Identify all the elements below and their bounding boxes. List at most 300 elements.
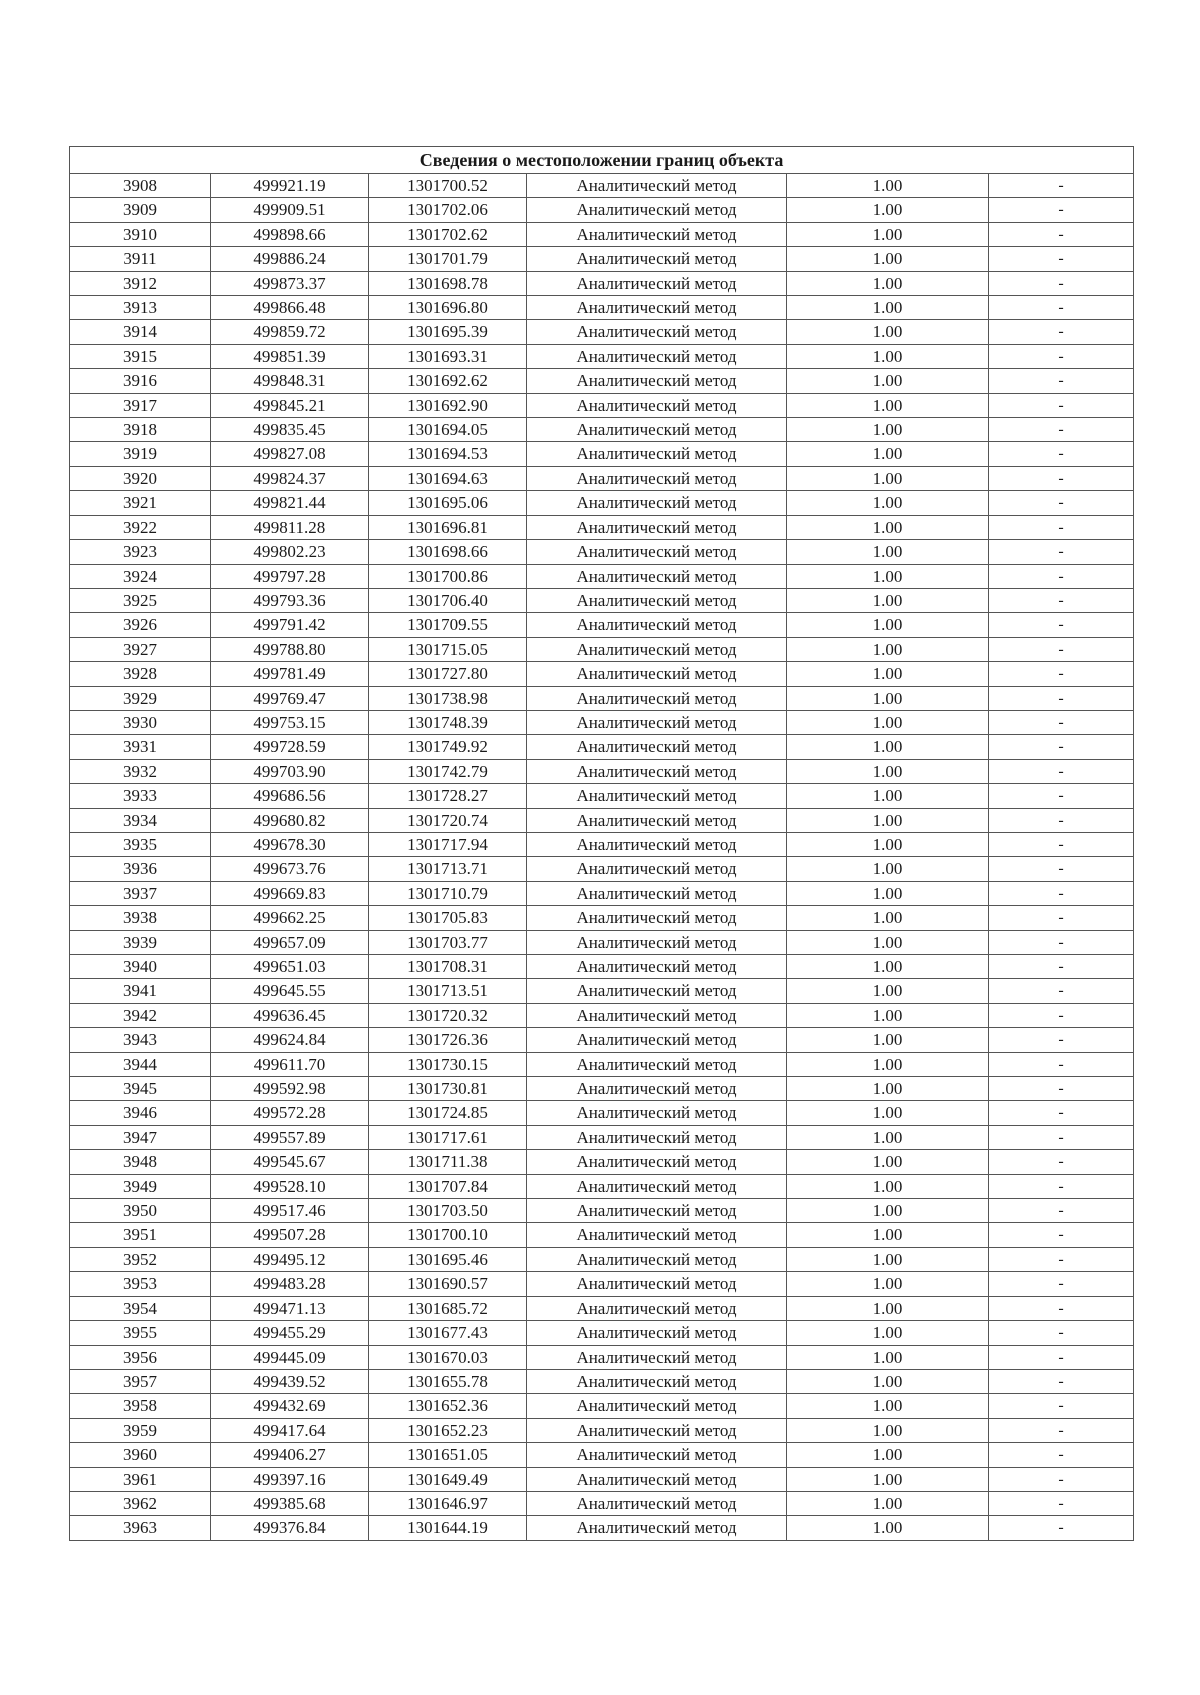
point-number-cell: 3941	[70, 979, 211, 1003]
y-coordinate-cell: 1301713.71	[369, 857, 527, 881]
method-cell: Аналитический метод	[527, 1394, 787, 1418]
point-number-cell: 3955	[70, 1321, 211, 1345]
method-cell: Аналитический метод	[527, 1516, 787, 1540]
x-coordinate-cell: 499507.28	[211, 1223, 369, 1247]
point-number-cell: 3937	[70, 881, 211, 905]
y-coordinate-cell: 1301698.78	[369, 271, 527, 295]
accuracy-cell: 1.00	[787, 955, 989, 979]
table-row	[70, 1199, 1134, 1223]
accuracy-cell: 1.00	[787, 1394, 989, 1418]
x-coordinate-cell: 499483.28	[211, 1272, 369, 1296]
accuracy-cell: 1.00	[787, 1369, 989, 1393]
table-row	[70, 1247, 1134, 1271]
accuracy-cell: 1.00	[787, 784, 989, 808]
method-cell: Аналитический метод	[527, 1003, 787, 1027]
x-coordinate-cell: 499517.46	[211, 1199, 369, 1223]
x-coordinate-cell: 499471.13	[211, 1296, 369, 1320]
table-row	[70, 1321, 1134, 1345]
boundary-coordinates-table	[69, 146, 1134, 1541]
point-number-cell: 3917	[70, 393, 211, 417]
y-coordinate-cell: 1301652.36	[369, 1394, 527, 1418]
accuracy-cell: 1.00	[787, 393, 989, 417]
y-coordinate-cell: 1301709.55	[369, 613, 527, 637]
description-cell: -	[989, 320, 1134, 344]
point-number-cell: 3953	[70, 1272, 211, 1296]
table-row	[70, 515, 1134, 539]
y-coordinate-cell: 1301713.51	[369, 979, 527, 1003]
description-cell: -	[989, 1052, 1134, 1076]
table-row	[70, 1516, 1134, 1540]
table-row	[70, 1491, 1134, 1515]
method-cell: Аналитический метод	[527, 1077, 787, 1101]
x-coordinate-cell: 499781.49	[211, 662, 369, 686]
table-row	[70, 955, 1134, 979]
x-coordinate-cell: 499645.55	[211, 979, 369, 1003]
y-coordinate-cell: 1301677.43	[369, 1321, 527, 1345]
y-coordinate-cell: 1301715.05	[369, 637, 527, 661]
description-cell: -	[989, 1443, 1134, 1467]
table-row	[70, 1296, 1134, 1320]
point-number-cell: 3947	[70, 1125, 211, 1149]
y-coordinate-cell: 1301696.80	[369, 296, 527, 320]
x-coordinate-cell: 499439.52	[211, 1369, 369, 1393]
method-cell: Аналитический метод	[527, 930, 787, 954]
table-row	[70, 1394, 1134, 1418]
point-number-cell: 3934	[70, 808, 211, 832]
point-number-cell: 3963	[70, 1516, 211, 1540]
method-cell: Аналитический метод	[527, 955, 787, 979]
y-coordinate-cell: 1301702.06	[369, 198, 527, 222]
point-number-cell: 3944	[70, 1052, 211, 1076]
table-row	[70, 344, 1134, 368]
accuracy-cell: 1.00	[787, 979, 989, 1003]
x-coordinate-cell: 499455.29	[211, 1321, 369, 1345]
table-row	[70, 1052, 1134, 1076]
table-row	[70, 1443, 1134, 1467]
method-cell: Аналитический метод	[527, 1199, 787, 1223]
table-row	[70, 1125, 1134, 1149]
accuracy-cell: 1.00	[787, 466, 989, 490]
accuracy-cell: 1.00	[787, 418, 989, 442]
point-number-cell: 3927	[70, 637, 211, 661]
description-cell: -	[989, 271, 1134, 295]
y-coordinate-cell: 1301711.38	[369, 1150, 527, 1174]
table-row	[70, 784, 1134, 808]
table-row	[70, 1345, 1134, 1369]
y-coordinate-cell: 1301695.06	[369, 491, 527, 515]
x-coordinate-cell: 499788.80	[211, 637, 369, 661]
accuracy-cell: 1.00	[787, 832, 989, 856]
accuracy-cell: 1.00	[787, 564, 989, 588]
description-cell: -	[989, 881, 1134, 905]
description-cell: -	[989, 296, 1134, 320]
table-row	[70, 393, 1134, 417]
point-number-cell: 3951	[70, 1223, 211, 1247]
accuracy-cell: 1.00	[787, 174, 989, 198]
table-row	[70, 247, 1134, 271]
y-coordinate-cell: 1301694.05	[369, 418, 527, 442]
x-coordinate-cell: 499669.83	[211, 881, 369, 905]
description-cell: -	[989, 613, 1134, 637]
description-cell: -	[989, 540, 1134, 564]
y-coordinate-cell: 1301694.63	[369, 466, 527, 490]
point-number-cell: 3954	[70, 1296, 211, 1320]
accuracy-cell: 1.00	[787, 1272, 989, 1296]
description-cell: -	[989, 222, 1134, 246]
y-coordinate-cell: 1301698.66	[369, 540, 527, 564]
table-row	[70, 1003, 1134, 1027]
method-cell: Аналитический метод	[527, 466, 787, 490]
description-cell: -	[989, 979, 1134, 1003]
y-coordinate-cell: 1301649.49	[369, 1467, 527, 1491]
method-cell: Аналитический метод	[527, 881, 787, 905]
description-cell: -	[989, 369, 1134, 393]
table-row	[70, 1272, 1134, 1296]
table-row	[70, 1150, 1134, 1174]
description-cell: -	[989, 564, 1134, 588]
point-number-cell: 3911	[70, 247, 211, 271]
method-cell: Аналитический метод	[527, 515, 787, 539]
method-cell: Аналитический метод	[527, 198, 787, 222]
x-coordinate-cell: 499432.69	[211, 1394, 369, 1418]
x-coordinate-cell: 499528.10	[211, 1174, 369, 1198]
accuracy-cell: 1.00	[787, 662, 989, 686]
point-number-cell: 3952	[70, 1247, 211, 1271]
description-cell: -	[989, 1199, 1134, 1223]
point-number-cell: 3962	[70, 1491, 211, 1515]
accuracy-cell: 1.00	[787, 613, 989, 637]
description-cell: -	[989, 344, 1134, 368]
y-coordinate-cell: 1301695.39	[369, 320, 527, 344]
y-coordinate-cell: 1301670.03	[369, 1345, 527, 1369]
point-number-cell: 3908	[70, 174, 211, 198]
y-coordinate-cell: 1301696.81	[369, 515, 527, 539]
x-coordinate-cell: 499592.98	[211, 1077, 369, 1101]
y-coordinate-cell: 1301693.31	[369, 344, 527, 368]
y-coordinate-cell: 1301652.23	[369, 1418, 527, 1442]
method-cell: Аналитический метод	[527, 296, 787, 320]
y-coordinate-cell: 1301748.39	[369, 710, 527, 734]
accuracy-cell: 1.00	[787, 296, 989, 320]
table-row	[70, 174, 1134, 198]
description-cell: -	[989, 1272, 1134, 1296]
method-cell: Аналитический метод	[527, 613, 787, 637]
point-number-cell: 3960	[70, 1443, 211, 1467]
x-coordinate-cell: 499851.39	[211, 344, 369, 368]
description-cell: -	[989, 1150, 1134, 1174]
table-title: Сведения о местоположении границ объекта	[70, 147, 1134, 174]
x-coordinate-cell: 499397.16	[211, 1467, 369, 1491]
y-coordinate-cell: 1301705.83	[369, 906, 527, 930]
description-cell: -	[989, 735, 1134, 759]
table-row	[70, 1223, 1134, 1247]
accuracy-cell: 1.00	[787, 906, 989, 930]
method-cell: Аналитический метод	[527, 1467, 787, 1491]
x-coordinate-cell: 499651.03	[211, 955, 369, 979]
accuracy-cell: 1.00	[787, 881, 989, 905]
x-coordinate-cell: 499445.09	[211, 1345, 369, 1369]
y-coordinate-cell: 1301700.52	[369, 174, 527, 198]
method-cell: Аналитический метод	[527, 442, 787, 466]
point-number-cell: 3928	[70, 662, 211, 686]
description-cell: -	[989, 784, 1134, 808]
method-cell: Аналитический метод	[527, 1272, 787, 1296]
x-coordinate-cell: 499886.24	[211, 247, 369, 271]
description-cell: -	[989, 1516, 1134, 1540]
table-row	[70, 271, 1134, 295]
x-coordinate-cell: 499703.90	[211, 759, 369, 783]
table-row	[70, 491, 1134, 515]
x-coordinate-cell: 499417.64	[211, 1418, 369, 1442]
point-number-cell: 3931	[70, 735, 211, 759]
y-coordinate-cell: 1301644.19	[369, 1516, 527, 1540]
point-number-cell: 3926	[70, 613, 211, 637]
accuracy-cell: 1.00	[787, 1467, 989, 1491]
description-cell: -	[989, 857, 1134, 881]
y-coordinate-cell: 1301742.79	[369, 759, 527, 783]
description-cell: -	[989, 832, 1134, 856]
accuracy-cell: 1.00	[787, 369, 989, 393]
point-number-cell: 3933	[70, 784, 211, 808]
x-coordinate-cell: 499821.44	[211, 491, 369, 515]
method-cell: Аналитический метод	[527, 1150, 787, 1174]
accuracy-cell: 1.00	[787, 491, 989, 515]
method-cell: Аналитический метод	[527, 540, 787, 564]
point-number-cell: 3913	[70, 296, 211, 320]
accuracy-cell: 1.00	[787, 198, 989, 222]
point-number-cell: 3945	[70, 1077, 211, 1101]
point-number-cell: 3916	[70, 369, 211, 393]
table-row	[70, 1028, 1134, 1052]
method-cell: Аналитический метод	[527, 662, 787, 686]
x-coordinate-cell: 499678.30	[211, 832, 369, 856]
description-cell: -	[989, 515, 1134, 539]
description-cell: -	[989, 1077, 1134, 1101]
method-cell: Аналитический метод	[527, 247, 787, 271]
method-cell: Аналитический метод	[527, 1223, 787, 1247]
accuracy-cell: 1.00	[787, 735, 989, 759]
method-cell: Аналитический метод	[527, 564, 787, 588]
description-cell: -	[989, 1247, 1134, 1271]
accuracy-cell: 1.00	[787, 442, 989, 466]
x-coordinate-cell: 499873.37	[211, 271, 369, 295]
method-cell: Аналитический метод	[527, 174, 787, 198]
description-cell: -	[989, 491, 1134, 515]
point-number-cell: 3943	[70, 1028, 211, 1052]
method-cell: Аналитический метод	[527, 1345, 787, 1369]
x-coordinate-cell: 499376.84	[211, 1516, 369, 1540]
accuracy-cell: 1.00	[787, 1003, 989, 1027]
y-coordinate-cell: 1301738.98	[369, 686, 527, 710]
accuracy-cell: 1.00	[787, 1077, 989, 1101]
method-cell: Аналитический метод	[527, 1247, 787, 1271]
method-cell: Аналитический метод	[527, 637, 787, 661]
description-cell: -	[989, 1003, 1134, 1027]
accuracy-cell: 1.00	[787, 1199, 989, 1223]
y-coordinate-cell: 1301728.27	[369, 784, 527, 808]
x-coordinate-cell: 499624.84	[211, 1028, 369, 1052]
point-number-cell: 3910	[70, 222, 211, 246]
accuracy-cell: 1.00	[787, 637, 989, 661]
x-coordinate-cell: 499385.68	[211, 1491, 369, 1515]
method-cell: Аналитический метод	[527, 1418, 787, 1442]
table-row	[70, 710, 1134, 734]
point-number-cell: 3921	[70, 491, 211, 515]
point-number-cell: 3936	[70, 857, 211, 881]
point-number-cell: 3920	[70, 466, 211, 490]
method-cell: Аналитический метод	[527, 979, 787, 1003]
accuracy-cell: 1.00	[787, 808, 989, 832]
x-coordinate-cell: 499827.08	[211, 442, 369, 466]
description-cell: -	[989, 955, 1134, 979]
accuracy-cell: 1.00	[787, 1150, 989, 1174]
y-coordinate-cell: 1301651.05	[369, 1443, 527, 1467]
x-coordinate-cell: 499845.21	[211, 393, 369, 417]
description-cell: -	[989, 442, 1134, 466]
method-cell: Аналитический метод	[527, 808, 787, 832]
y-coordinate-cell: 1301694.53	[369, 442, 527, 466]
y-coordinate-cell: 1301749.92	[369, 735, 527, 759]
x-coordinate-cell: 499406.27	[211, 1443, 369, 1467]
x-coordinate-cell: 499557.89	[211, 1125, 369, 1149]
accuracy-cell: 1.00	[787, 588, 989, 612]
table-row	[70, 1467, 1134, 1491]
accuracy-cell: 1.00	[787, 1443, 989, 1467]
x-coordinate-cell: 499657.09	[211, 930, 369, 954]
accuracy-cell: 1.00	[787, 930, 989, 954]
point-number-cell: 3912	[70, 271, 211, 295]
accuracy-cell: 1.00	[787, 540, 989, 564]
y-coordinate-cell: 1301701.79	[369, 247, 527, 271]
x-coordinate-cell: 499753.15	[211, 710, 369, 734]
point-number-cell: 3925	[70, 588, 211, 612]
method-cell: Аналитический метод	[527, 710, 787, 734]
accuracy-cell: 1.00	[787, 1491, 989, 1515]
point-number-cell: 3956	[70, 1345, 211, 1369]
description-cell: -	[989, 1345, 1134, 1369]
table-row	[70, 1174, 1134, 1198]
x-coordinate-cell: 499611.70	[211, 1052, 369, 1076]
accuracy-cell: 1.00	[787, 1247, 989, 1271]
description-cell: -	[989, 1296, 1134, 1320]
table-title-row	[70, 147, 1134, 174]
description-cell: -	[989, 930, 1134, 954]
table-row	[70, 540, 1134, 564]
point-number-cell: 3919	[70, 442, 211, 466]
point-number-cell: 3957	[70, 1369, 211, 1393]
x-coordinate-cell: 499545.67	[211, 1150, 369, 1174]
accuracy-cell: 1.00	[787, 1101, 989, 1125]
method-cell: Аналитический метод	[527, 271, 787, 295]
description-cell: -	[989, 1467, 1134, 1491]
table-row	[70, 1418, 1134, 1442]
point-number-cell: 3930	[70, 710, 211, 734]
y-coordinate-cell: 1301724.85	[369, 1101, 527, 1125]
accuracy-cell: 1.00	[787, 1516, 989, 1540]
point-number-cell: 3922	[70, 515, 211, 539]
table-row	[70, 832, 1134, 856]
description-cell: -	[989, 174, 1134, 198]
table-row	[70, 369, 1134, 393]
description-cell: -	[989, 662, 1134, 686]
accuracy-cell: 1.00	[787, 1345, 989, 1369]
x-coordinate-cell: 499769.47	[211, 686, 369, 710]
method-cell: Аналитический метод	[527, 1296, 787, 1320]
point-number-cell: 3961	[70, 1467, 211, 1491]
accuracy-cell: 1.00	[787, 1223, 989, 1247]
method-cell: Аналитический метод	[527, 1174, 787, 1198]
y-coordinate-cell: 1301655.78	[369, 1369, 527, 1393]
point-number-cell: 3939	[70, 930, 211, 954]
table-row	[70, 320, 1134, 344]
accuracy-cell: 1.00	[787, 1028, 989, 1052]
y-coordinate-cell: 1301685.72	[369, 1296, 527, 1320]
x-coordinate-cell: 499636.45	[211, 1003, 369, 1027]
x-coordinate-cell: 499811.28	[211, 515, 369, 539]
y-coordinate-cell: 1301700.86	[369, 564, 527, 588]
x-coordinate-cell: 499848.31	[211, 369, 369, 393]
table-row	[70, 296, 1134, 320]
point-number-cell: 3923	[70, 540, 211, 564]
point-number-cell: 3924	[70, 564, 211, 588]
y-coordinate-cell: 1301720.74	[369, 808, 527, 832]
method-cell: Аналитический метод	[527, 832, 787, 856]
table-row	[70, 881, 1134, 905]
table-row	[70, 198, 1134, 222]
method-cell: Аналитический метод	[527, 784, 787, 808]
table-row	[70, 1101, 1134, 1125]
method-cell: Аналитический метод	[527, 588, 787, 612]
x-coordinate-cell: 499866.48	[211, 296, 369, 320]
description-cell: -	[989, 906, 1134, 930]
accuracy-cell: 1.00	[787, 1321, 989, 1345]
description-cell: -	[989, 1321, 1134, 1345]
description-cell: -	[989, 710, 1134, 734]
method-cell: Аналитический метод	[527, 759, 787, 783]
table-row	[70, 979, 1134, 1003]
y-coordinate-cell: 1301692.90	[369, 393, 527, 417]
y-coordinate-cell: 1301708.31	[369, 955, 527, 979]
y-coordinate-cell: 1301703.50	[369, 1199, 527, 1223]
accuracy-cell: 1.00	[787, 247, 989, 271]
x-coordinate-cell: 499835.45	[211, 418, 369, 442]
method-cell: Аналитический метод	[527, 735, 787, 759]
method-cell: Аналитический метод	[527, 222, 787, 246]
point-number-cell: 3948	[70, 1150, 211, 1174]
accuracy-cell: 1.00	[787, 271, 989, 295]
accuracy-cell: 1.00	[787, 1418, 989, 1442]
method-cell: Аналитический метод	[527, 1052, 787, 1076]
description-cell: -	[989, 1223, 1134, 1247]
point-number-cell: 3929	[70, 686, 211, 710]
y-coordinate-cell: 1301706.40	[369, 588, 527, 612]
description-cell: -	[989, 1028, 1134, 1052]
method-cell: Аналитический метод	[527, 344, 787, 368]
point-number-cell: 3946	[70, 1101, 211, 1125]
y-coordinate-cell: 1301695.46	[369, 1247, 527, 1271]
y-coordinate-cell: 1301730.15	[369, 1052, 527, 1076]
table-row	[70, 442, 1134, 466]
point-number-cell: 3909	[70, 198, 211, 222]
method-cell: Аналитический метод	[527, 320, 787, 344]
description-cell: -	[989, 808, 1134, 832]
description-cell: -	[989, 637, 1134, 661]
x-coordinate-cell: 499824.37	[211, 466, 369, 490]
x-coordinate-cell: 499859.72	[211, 320, 369, 344]
point-number-cell: 3915	[70, 344, 211, 368]
x-coordinate-cell: 499802.23	[211, 540, 369, 564]
description-cell: -	[989, 1125, 1134, 1149]
